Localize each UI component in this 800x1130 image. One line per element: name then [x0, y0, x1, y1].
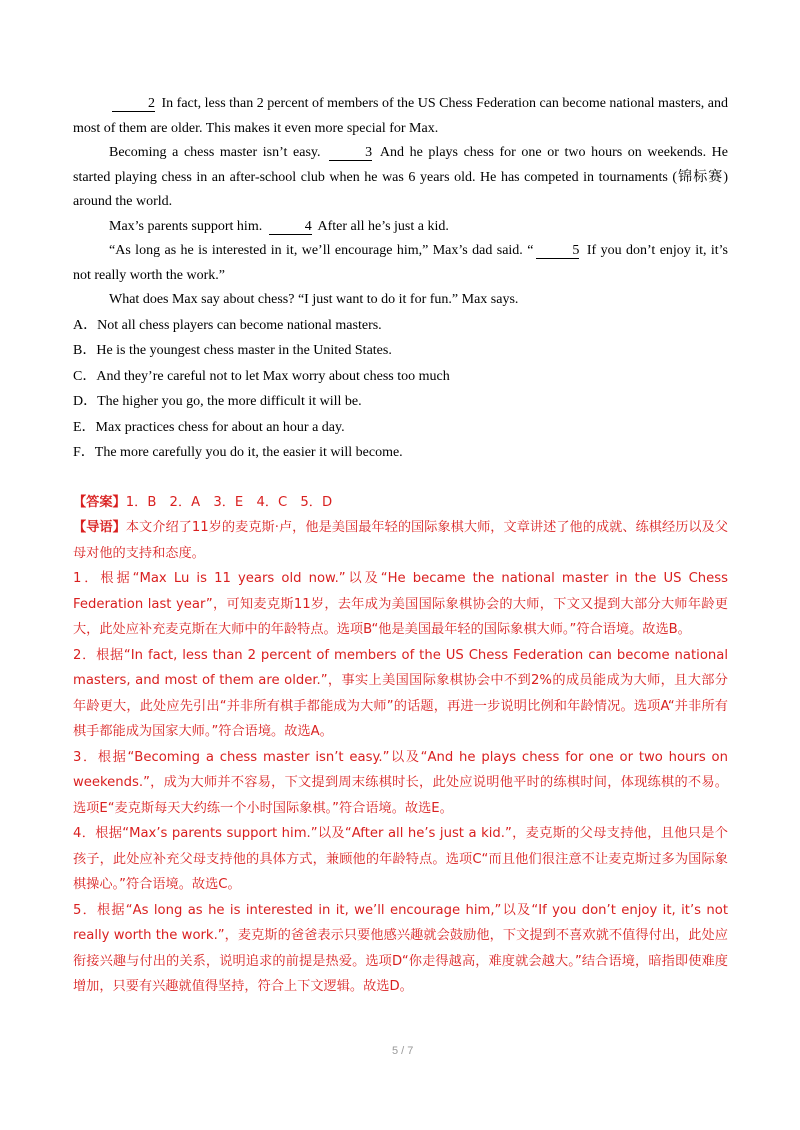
- passage-text: After all he’s just a kid.: [317, 218, 449, 234]
- option-d: D．The higher you go, the more difficult it will be.: [73, 394, 362, 409]
- blank-2: 2: [112, 96, 155, 112]
- explanation-4: 4．根据“Max’s parents support him.”以及“After all he’s just a kid.”，麦克斯的父母支持他，且他只是个孩子，此处应补充父母支持他的具体方式，兼顾他的年龄特点。选项C“而且他们很注意不让麦克斯过多为国际象棋操心。”符合语境。故选C。: [73, 826, 728, 892]
- page-number: 5 / 7: [392, 1045, 414, 1057]
- blank-3: 3: [329, 145, 372, 161]
- passage-paragraph-5: What does Max say about chess? “I just want to do it for fun.” Max says.: [109, 292, 519, 307]
- answer-key: [73, 490, 728, 516]
- answer-label: 【答案】: [73, 494, 126, 510]
- option-f: F．The more carefully you do it, the easier it will become.: [73, 445, 403, 460]
- passage-text: Becoming a chess master isn’t easy.: [109, 145, 321, 160]
- passage-paragraph-4: [73, 239, 728, 288]
- explanation-2: 2．根据“In fact, less than 2 percent of members of the US Chess Federation can become national masters, and most of them are older.”，事实上美国国际象棋协会中不到2%的成员能成为大师，且大部分年龄更大，此处应先引出“并非所有棋手都能成为大师”的话题，再进一步说明比例和年龄情况。选项A“并非所有棋手都能成为国家大师。”符合语境。故选A。: [73, 647, 728, 739]
- document-page: [73, 92, 728, 1000]
- options-list: [73, 313, 728, 466]
- passage-text: “As long as he is interested in it, we’ll encourage him,” Max’s dad said. “: [109, 243, 534, 258]
- blank-4: 4: [269, 219, 312, 235]
- explanation-1: 1．根据“Max Lu is 11 years old now.”以及“He became the national master in the US Chess Federation last year”，可知麦克斯11岁，去年成为美国国际象棋协会的大师，下文又提到大部分大师年龄更大，此处应补充麦克斯在大师中的年龄特点。选项B“他是美国最年轻的国际象棋大师。”符合语境。故选B。: [73, 571, 728, 637]
- guide-label: 【导语】: [73, 520, 126, 535]
- option-e: E．Max practices chess for about an hour a day.: [73, 419, 345, 435]
- passage-text: Max’s parents support him.: [109, 218, 263, 234]
- answer-section: [73, 490, 728, 1000]
- explanation-3: 3．根据“Becoming a chess master isn’t easy.”以及“And he plays chess for one or two hours on weekends.”，成为大师并不容易，下文提到周末练棋时长，此处应说明他平时的练棋时间，体现练棋的不易。选项E“麦克斯每天大约练一个小时国际象棋。”符合语境。故选E。: [73, 749, 728, 816]
- passage-paragraph-3: [73, 215, 728, 240]
- option-b: B．He is the youngest chess master in the United States.: [73, 343, 392, 358]
- blank-5: 5: [536, 243, 579, 259]
- guide-text: 本文介绍了11岁的麦克斯·卢，他是美国最年轻的国际象棋大师，文章讲述了他的成就、练棋经历以及父母对他的支持和态度。: [73, 520, 729, 561]
- answer-text: 1．B 2．A 3．E 4．C 5．D: [125, 494, 333, 510]
- option-a: A．Not all chess players can become national masters.: [73, 317, 382, 333]
- option-c: C．And they’re careful not to let Max worry about chess too much: [73, 368, 450, 384]
- passage-text: And he plays chess for one or two hours on weekends. He started playing chess in an after-school club when he was 6 years old. He has competed in tournaments (锦标赛) around the world.: [73, 145, 728, 209]
- guide: [73, 515, 728, 566]
- passage-text: If you don’t enjoy it, it’s not really worth the work.”: [73, 243, 729, 283]
- passage-text: In fact, less than 2 percent of members of the US Chess Federation can become national masters, and most of them are older. This makes it even more special for Max.: [73, 96, 729, 136]
- explanation-5: 5．根据“As long as he is interested in it, we’ll encourage him,”以及“If you don’t enjoy it, it’s not really worth the work.”，麦克斯的爸爸表示只要他感兴趣就会鼓励他，下文提到不喜欢就不值得付出，此处应衔接兴趣与付出的关系，说明追求的前提是热爱。选项D“你走得越高，难度就会越大。”结合语境，暗指即使难度增加，只要有兴趣就值得坚持，符合上下文逻辑。故选D。: [73, 902, 728, 994]
- passage-paragraph-2: [73, 141, 728, 215]
- passage-paragraph-1: [73, 92, 728, 141]
